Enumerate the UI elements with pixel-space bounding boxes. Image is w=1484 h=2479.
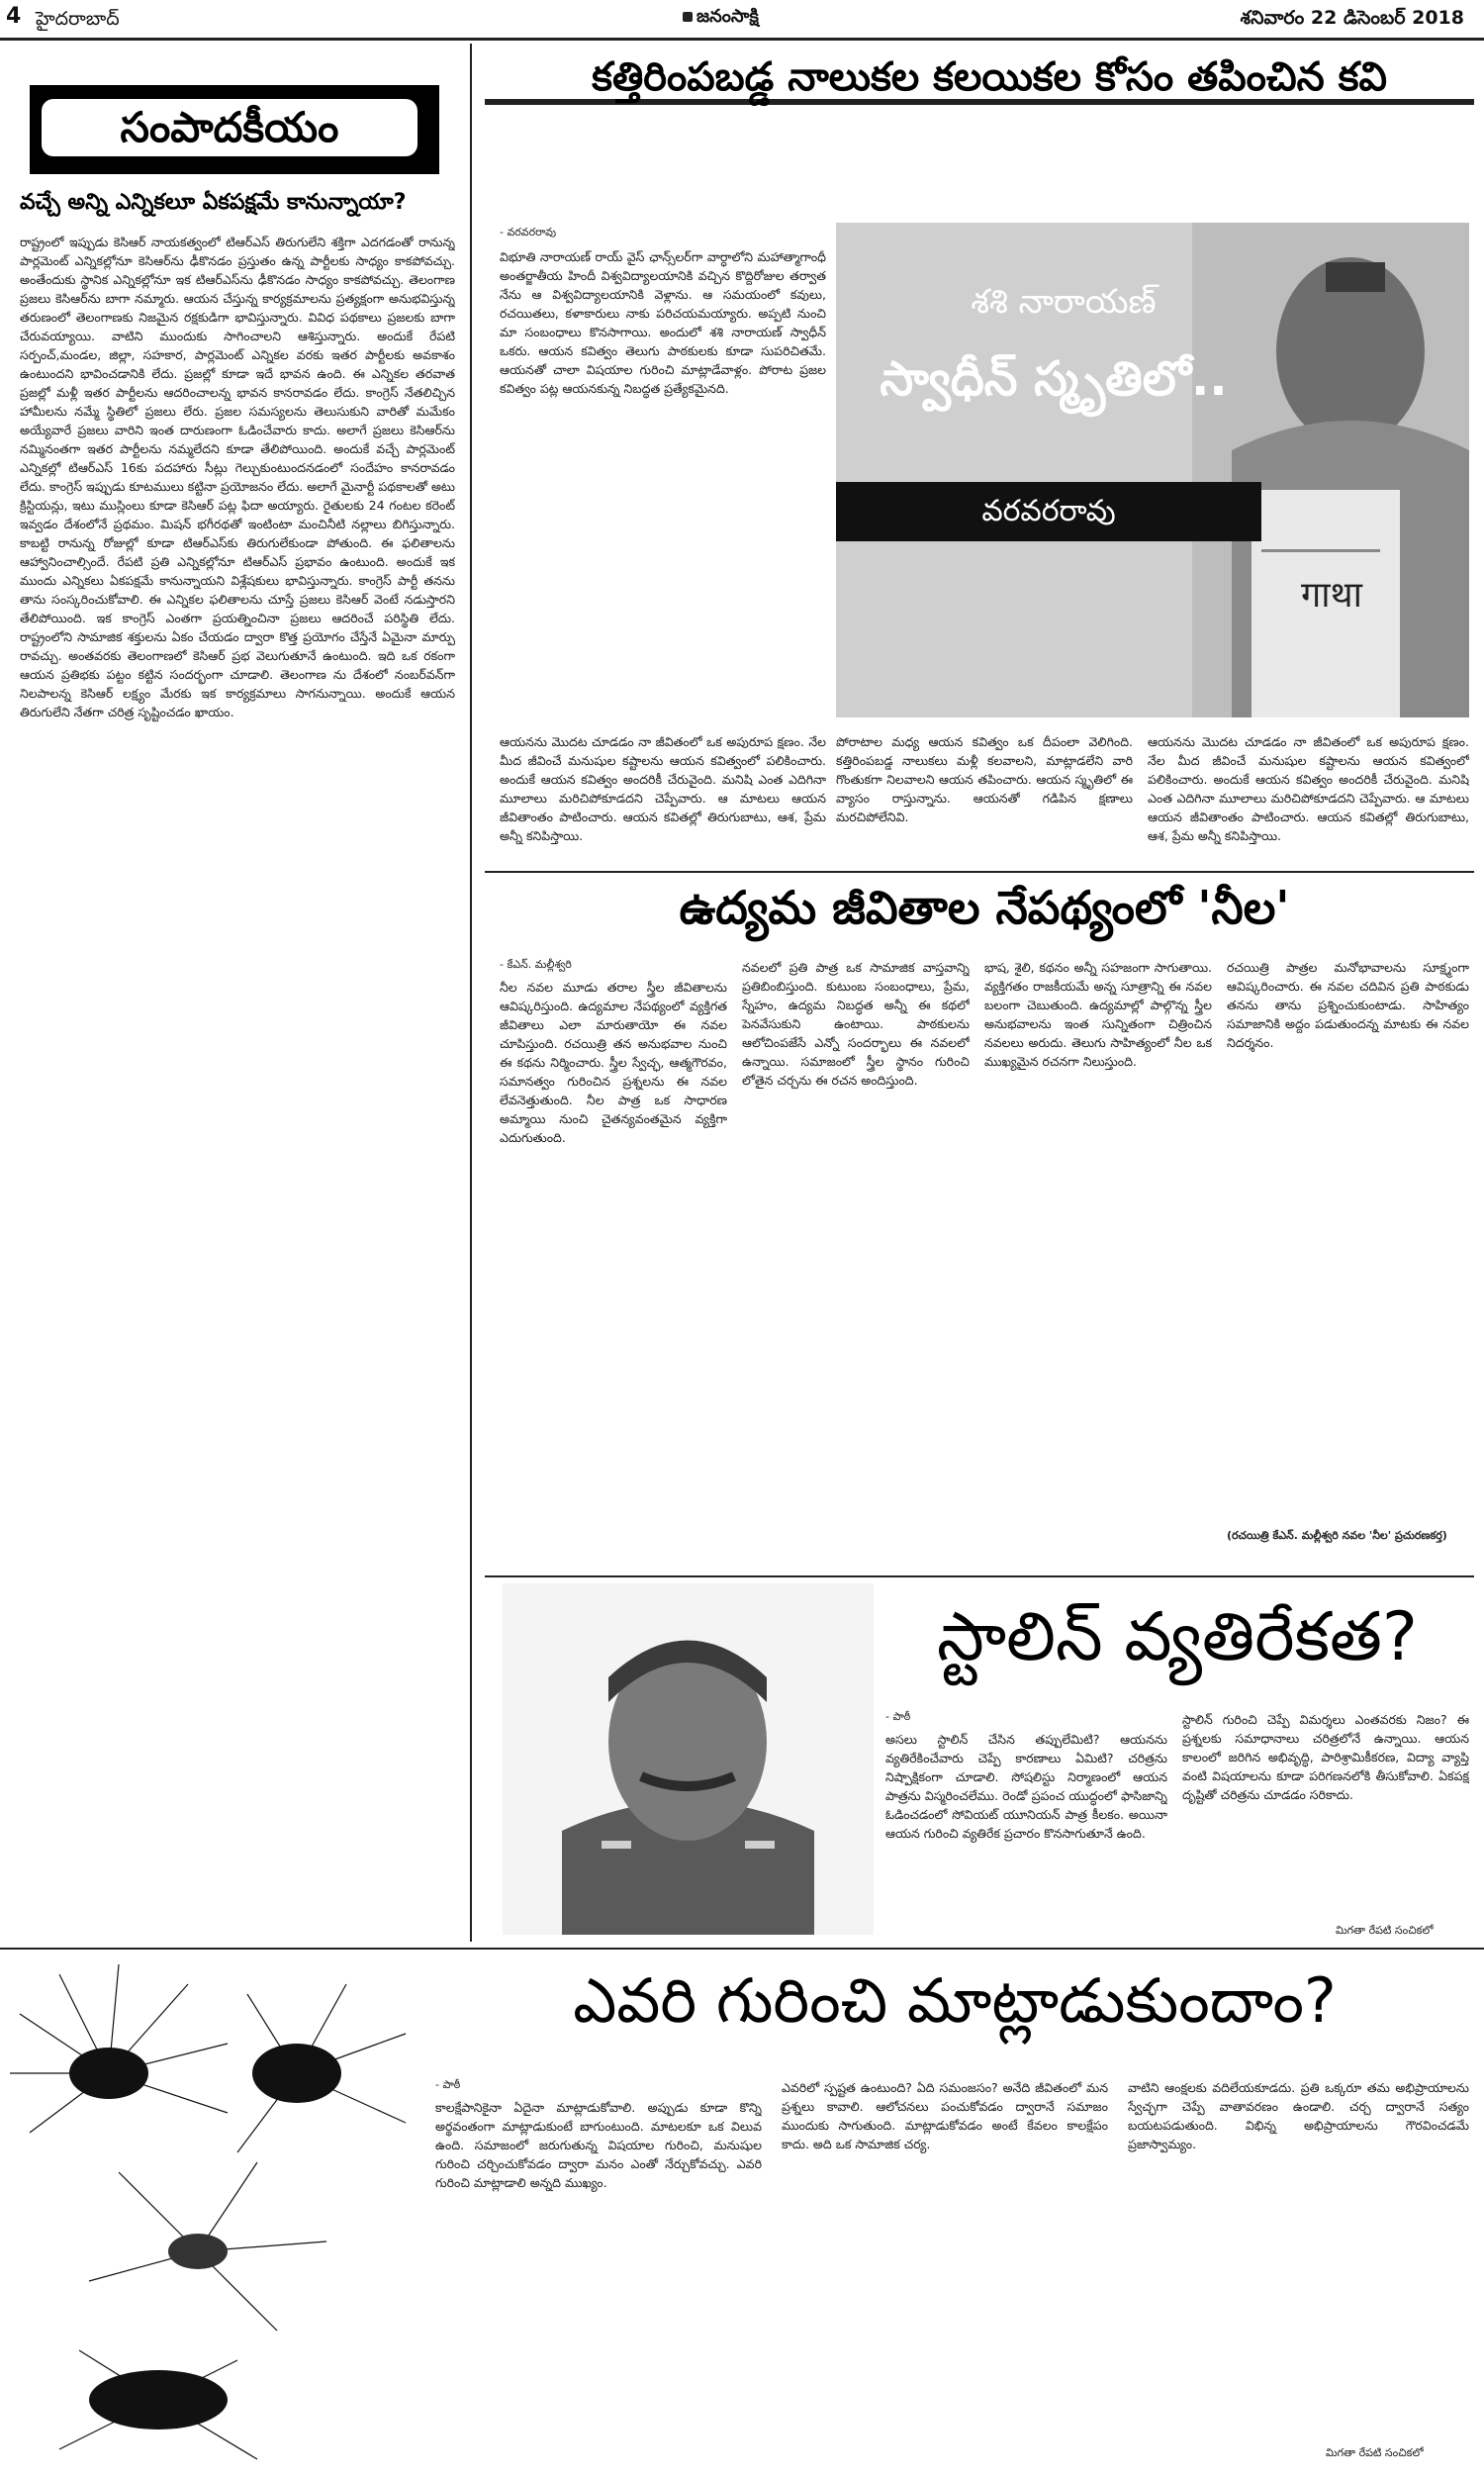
column-divider-left [470, 44, 472, 1942]
matladukundam-article-body-1: కాలక్షేపానికైనా ఏదైనా మాట్లాడుకోవాలి. అప్పుడు కూడా కొన్ని అర్థవంతంగా మాట్లాడుకుంటే బాగుంటుంది. మాటలకూ ఒక విలువ ఉంది. సమాజంలో జరుగుతున్న విషయాల గురించి, మనుషుల గురించి చర్చించుకోవడం ద్వారా మనం ఎంతో నేర్చుకోవచ్చు. ఎవరి గురించి మాట్లాడాలి అన్నది ముఖ్యం. [435, 2100, 762, 2190]
matladukundam-article-body-3: వాటిని ఆంక్షలకు వదిలేయకూడదు. ప్రతి ఒక్కరూ తమ అభిప్రాయాలను స్వేచ్ఛగా చెప్పే వాతావరణం ఉండాలి. చర్చ ద్వారానే సత్యం బయటపడుతుంది. విభిన్న అభిప్రాయాలను గౌరవించడమే ప్రజాస్వామ్యం. [1128, 2080, 1469, 2151]
masthead-text: జనంసాక్షి [696, 6, 759, 27]
stalin-portrait-graphic [503, 1583, 874, 1935]
neela-article-end-rule [485, 1575, 1474, 1577]
matladukundam-article-headline: ఎవరి గురించి మాట్లాడుకుందాం? [573, 1964, 1337, 2037]
edition-name: హైదరాబాద్ [36, 8, 120, 30]
neela-article-body-2: నవలలో ప్రతి పాత్ర ఒక సామాజిక వాస్తవాన్ని ప్రతిబింబిస్తుంది. కుటుంబ సంబంధాలు, ప్రేమ, స్నేహం, ఉద్యమ నిబద్ధత అన్నీ ఈ కథలో పెనవేసుకుని ఉంటాయి. పాఠకులను ఆలోచింపజేసే ఎన్నో సందర్భాలు ఈ నవలలో ఉన్నాయి. సమాజంలో స్త్రీల స్థానం గురించి లోతైన చర్చను ఈ రచన అందిస్తుంది. [742, 960, 970, 1088]
stalin-article-continued: మిగతా రేపటి సంచికలో [1336, 1924, 1434, 1937]
ink-burst-drawing [0, 1955, 416, 2475]
photo-caption-title: శశి నారాయణ్ [971, 282, 1157, 322]
masthead [683, 6, 759, 31]
editorial-headline: వచ్చే అన్ని ఎన్నికలూ ఏకపక్షమే కానున్నాయా? [20, 190, 407, 215]
matladukundam-article-byline: - పాఠీ [435, 2078, 461, 2091]
ink-art-illustration [0, 1955, 416, 2475]
stalin-portrait-image [503, 1583, 874, 1935]
issue-date: శనివారం 22 డిసెంబర్ 2018 [1240, 7, 1464, 29]
stalin-article-headline: స్టాలిన్ వ్యతిరేకత? [936, 1598, 1419, 1676]
book-title-text: गाथा [1301, 575, 1362, 616]
neela-article-body-1: నీల నవల మూడు తరాల స్త్రీల జీవితాలను ఆవిష్కరిస్తుంది. ఉద్యమాల నేపథ్యంలో వ్యక్తిగత జీవితాలు ఎలా మారుతాయో ఈ నవల చూపిస్తుంది. రచయిత్రి తన అనుభవాల నుంచి ఈ కథను నిర్మించారు. స్త్రీల స్వేచ్ఛ, ఆత్మగౌరవం, సమానత్వం గురించిన ప్రశ్నలను ఈ నవల లేవనెత్తుతుంది. నీల పాత్ర ఒక సాధారణ అమ్మాయి నుంచి చైతన్యవంతమైన వ్యక్తిగా ఎదుగుతుంది. [500, 980, 727, 1145]
poet-article-body-mid: ఆయనను మొదట చూడడం నా జీవితంలో ఒక అపురూప క్షణం. నేల మీద జీవించే మనుషుల కష్టాలను ఆయన కవిత్వంలో పలికించారు. అందుకే ఆయన కవిత్వం అందరికీ చేరువైంది. మనిషి ఎంత ఎదిగినా మూలాలు మరిచిపోకూడదని చెప్పేవారు. ఆ మాటలు ఆయన జీవితాంతం పాటించారు. ఆయన కవితల్లో తిరుగుబాటు, ఆశ, ప్రేమ అన్నీ కనిపిస్తాయి. [500, 734, 826, 843]
poet-article-body-right-a: పోరాటాల మధ్య ఆయన కవిత్వం ఒక దీపంలా వెలిగింది. కత్తిరింపబడ్డ నాలుకలు మళ్లీ కలవాలని, మాట్లాడలేని వారి గొంతుకగా నిలవాలని ఆయన తపించారు. ఆయన స్మృతిలో ఈ వ్యాసం రాస్తున్నాను. ఆయనతో గడిపిన క్షణాలు మరచిపోలేనివి. [836, 734, 1133, 824]
stalin-article-body-left: అసలు స్టాలిన్ చేసిన తప్పులేమిటి? ఆయనను వ్యతిరేకించేవారు చెప్పే కారణాలు ఏమిటి? చరిత్రను నిష్పాక్షికంగా చూడాలి. సోషలిస్టు నిర్మాణంలో ఆయన పాత్రను విస్మరించలేము. రెండో ప్రపంచ యుద్ధంలో ఫాసిజాన్ని ఓడించడంలో సోవియట్ యూనియన్ పాత్ర కీలకం. అయినా ఆయన గురించి వ్యతిరేక ప్రచారం కొనసాగుతూనే ఉంది. [885, 1732, 1167, 1841]
poet-photo-panel [836, 223, 1469, 717]
neela-article-byline: - కేఎన్. మల్లీశ్వరి [500, 958, 572, 971]
poet-article-body-left: విభూతి నారాయణ్ రాయ్ వైస్ ఛాన్స్‌లర్‌గా వార్ధాలోని మహాత్మాగాంధీ అంతర్జాతీయ హిందీ విశ్వవిద్యాలయానికి వచ్చిన కొద్దిరోజుల తర్వాత నేను ఆ విశ్వవిద్యాలయానికి వెళ్లాను. ఆ సమయంలో కవులు, రచయితలు, కళాకారులు నాకు పరిచయమయ్యారు. అప్పటి నుంచి మా సంబంధాలు కొనసాగాయి. అందులో శశి నారాయణ్ స్వాధీన్ ఒకరు. ఆయన కవిత్వం తెలుగు పాఠకులకు కూడా సుపరిచితమే. ఆయనతో చాలా విషయాల గురించి మాట్లాడేవాళ్లం. పోరాట ప్రజల కవిత్వం పట్ల ఆయనకున్న నిబద్ధత ప్రత్యేకమైనది. [500, 249, 826, 396]
page-number: 4 [6, 4, 22, 29]
bottom-section-divider [0, 1948, 1484, 1950]
poet-article-headline: కత్తిరింపబడ్డ నాలుకల కలయికల కోసం తపించిన కవి [592, 54, 1387, 100]
stalin-article-body-right: స్టాలిన్ గురించి చెప్పే విమర్శలు ఎంతవరకు నిజం? ఈ ప్రశ్నలకు సమాధానాలు చరిత్రలోనే ఉన్నాయి. ఆయన కాలంలో జరిగిన అభివృద్ధి, పారిశ్రామికీకరణ, విద్యా వ్యాప్తి వంటి విషయాలను కూడా పరిగణనలోకి తీసుకోవాలి. ఏకపక్ష దృష్టితో చరిత్రను చూడడం సరికాదు. [1182, 1712, 1469, 1802]
neela-article-headline: ఉద్యమ జీవితాల నేపథ్యంలో 'నీల' [679, 881, 1290, 934]
neela-article-body-4: రచయిత్రి పాత్రల మనోభావాలను సూక్ష్మంగా ఆవిష్కరించారు. ఈ నవల చదివిన ప్రతి పాఠకుడు తనను తాను ప్రశ్నించుకుంటాడు. సాహిత్యం సమాజానికి అద్దం పడుతుందన్న మాటకు ఈ నవల నిదర్శనం. [1227, 960, 1469, 1050]
masthead-logo-icon [683, 12, 693, 22]
poet-article-byline: - వరవరరావు [500, 226, 557, 238]
photo-caption-author: వరవరరావు [836, 482, 1261, 541]
neela-article-body-3: భాష, శైలి, కథనం అన్నీ సహజంగా సాగుతాయి. వ్యక్తిగతం రాజకీయమే అన్న సూత్రాన్ని ఈ నవల బలంగా చెబుతుంది. ఉద్యమాల్లో పాల్గొన్న స్త్రీల అనుభవాలను ఇంత సున్నితంగా చిత్రించిన నవలలు అరుదు. తెలుగు సాహిత్యంలో నీల ఒక ముఖ్యమైన రచనగా నిలుస్తుంది. [984, 960, 1212, 1069]
editorial-body: రాష్ట్రంలో ఇప్పుడు కెసిఆర్ నాయకత్వంలో టిఆర్ఎస్ తిరుగులేని శక్తిగా ఎదగడంతో రానున్న పార్లమెంట్ ఎన్నికల్లోనూ కెసిఆర్‌ను ఢీకొనడం ప్రస్తుతం ఉన్న పార్టీలకు సాధ్యం కాకపోవచ్చు. అంతేందుకు స్థానిక ఎన్నికల్లోనూ ఇక టిఆర్ఎస్‌ను ఢీకొనడం సాధ్యం కాకపోవచ్చు. తెలంగాణ ప్రజలు కెసిఆర్‌ను బాగా నమ్మారు. ఆయన చేస్తున్న కార్యక్రమాలను ప్రత్యక్షంగా అనుభవిస్తున్న తరుణంలో తెలంగాణకు నిజమైన రక్షకుడిగా భావిస్తున్నారు. వివిధ పథకాలు ప్రజలకు బాగా చేరువయ్యాయి. వాటిని ముందుకు సాగించాలని ఆశిస్తున్నారు. అందుకే రేపటి సర్పంచ్,మండల, జిల్లా, సహకార, పార్లమెంట్ ఎన్నికల వరకు ఇతర పార్టీలకు అవకాశం ఉంటుందని భావించడానికి లేదు. ప్రజల్లో కూడా ఇదే భావన ఉంది. ఈ ఎన్నికల తరవాత ప్రజల్లో మళ్లీ ఇతర పార్టీలను ఆదరించాలన్న భావన కానరావడం లేదు. కాంగ్రెస్ నేతలిచ్చిన హామీలను నమ్మే స్థితిలో ప్రజలు లేరు. ప్రజల సమస్యలను తెలుసుకుని వారితో మమేకం అయ్యేవారే ప్రజలు వారిని ఇంత దారుణంగా ఓడించేవారు కాదు. అలాగే ప్రజలు కెసిఆర్‌ను నమ్మినంతగా ఇతర పార్టీలను నమ్మలేదని కూడా తేలిపోయింది. అందుకే వచ్చే పార్లమెంట్ ఎన్నికల్లో టిఆర్ఎస్ 16కు పదహారు సీట్లు గెల్చుకుంటుందనడంలో సందేహం కానరావడం లేదు. కాంగ్రెస్ ఇప్పుడు కూటములు కట్టినా ప్రయోజనం లేదు. అలాగే మైనార్టీ పథకాలతో అటు క్రిస్టియన్లు, ఇటు ముస్లింలు కూడా కెసిఆర్ పట్ల ఫిదా అయ్యారు. రైతులకు 24 గంటల కరెంట్ ఇవ్వడం దేశంలోనే ప్రథమం. మిషన్ భగీరథతో ఇంటింటా మంచినీటి నల్లాలు బిగిస్తున్నారు. కాబట్టి రానున్న రోజుల్లో కూడా టిఆర్ఎస్‌కు తిరుగులేకుండా పోతుంది. ఈ ఫలితాలను ఆహ్వానించాల్సిందే. రేపటి ప్రతి ఎన్నికల్లోనూ టిఆర్ఎస్ ప్రభావం ఉంటుంది. అందుకే ఇక ముందు ఎన్నికలు ఏకపక్షమే కానున్నాయని విశ్లేషకులు భావిస్తున్నారు. కాంగ్రెస్ పార్టీ తనను తాను సంస్కరించుకోవాలి. ఈ ఎన్నికల ఫలితాలను చూస్తే ప్రజలు కెసిఆర్ వెంటే నడుస్తారని తేలిపోయింది. ఇక కాంగ్రెస్ ఎంతగా ప్రయత్నించినా ప్రజలు ఆదరించే పరిస్థితి లేదు. రాష్ట్రంలోని సామాజిక శక్తులను ఏకం చేయడం ద్వారా కొత్త ప్రయోగం చేస్తేనే ఏమైనా మార్పు రావచ్చు. అంతవరకు తెలంగాణలో కెసిఆర్ ప్రభ వెలుగుతూనే ఉంటుంది. ఇది ఒక రకంగా ఆయన ప్రతిభకు పట్టం కట్టిన సందర్భంగా చూడాలి. తెలంగాణ ను దేశంలో నంబర్‌వన్‌గా నిలపాలన్న కెసిఆర్ లక్ష్యం మేరకు ఇక కార్యక్రమాలు సాగనున్నాయి. అందుకే ఆయన తిరుగులేని నేతగా చరిత్ర సృష్టించడం ఖాయం. [20, 235, 455, 719]
editorial-section-label [30, 85, 439, 174]
neela-article-note: (రచయిత్రి కేఎన్. మల్లీశ్వరి నవల 'నీల' ప్రచురణకర్త) [1227, 1529, 1447, 1542]
stalin-article-byline: - పాఠీ [885, 1710, 911, 1723]
editorial-label-text: సంపాదకీయం [42, 99, 417, 156]
photo-caption-subtitle: స్వాధీన్ స్మృతిలో.. [880, 351, 1228, 407]
header-rule [0, 38, 1484, 41]
matladukundam-article-body-2: ఎవరిలో స్పష్టత ఉంటుంది? ఏది సమంజసం? అనేది జీవితంలో మన ప్రశ్నలు కావాలి. ఆలోచనలు పంచుకోవడం ద్వారానే సమాజం ముందుకు సాగుతుంది. మాట్లాడుకోవడం అంటే కేవలం కాలక్షేపం కాదు. అది ఒక సామాజిక చర్య. [782, 2080, 1108, 2151]
poet-article-body-right-b: ఆయనను మొదట చూడడం నా జీవితంలో ఒక అపురూప క్షణం. నేల మీద జీవించే మనుషుల కష్టాలను ఆయన కవిత్వంలో పలికించారు. అందుకే ఆయన కవిత్వం అందరికీ చేరువైంది. మనిషి ఎంత ఎదిగినా మూలాలు మరిచిపోకూడదని చెప్పేవారు. ఆ మాటలు ఆయన జీవితాంతం పాటించారు. ఆయన కవితల్లో తిరుగుబాటు, ఆశ, ప్రేమ అన్నీ కనిపిస్తాయి. [1148, 734, 1469, 843]
poet-article-end-rule [485, 871, 1474, 873]
matladukundam-article-continued: మిగతా రేపటి సంచికలో [1326, 2446, 1424, 2459]
